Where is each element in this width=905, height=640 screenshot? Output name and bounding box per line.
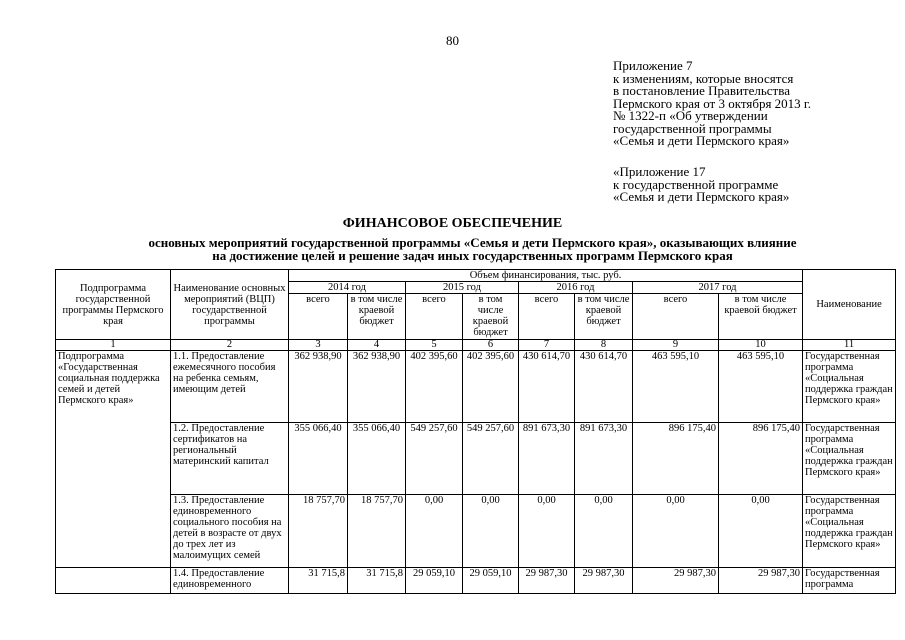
appendix-line: Приложение 7 [613, 58, 693, 73]
appendix-sub-line: «Приложение 17 [613, 164, 706, 179]
header-name: Наименование [803, 270, 896, 340]
value-2016-total: 0,00 [519, 495, 575, 568]
value-2014-total: 18 757,70 [289, 495, 348, 568]
header-total: всего [519, 294, 575, 340]
program-name-cell: Государственная программа «Социальная поддержка граждан Пермского края» [803, 351, 896, 423]
column-number: 5 [406, 340, 463, 351]
appendix-sub-line: к государственной программе [613, 176, 779, 192]
document-subtitle [40, 236, 905, 262]
header-total: всего [406, 294, 463, 340]
header-total: всего [633, 294, 719, 340]
program-name-cell: Государственная программа [803, 568, 896, 594]
measure-cell: 1.4. Предоставление единовременного [171, 568, 289, 594]
appendix-line: № 1322-п «Об утверждении [613, 108, 768, 123]
measure-cell: 1.2. Предоставление сертификатов на региональный материнский капитал [171, 423, 289, 495]
appendix-line: Пермского края от 3 октября 2013 г. [613, 95, 812, 111]
column-number: 2 [171, 340, 289, 351]
header-year-2015: 2015 год [406, 282, 519, 294]
column-number: 10 [719, 340, 803, 351]
value-2015-regional: 402 395,60 [463, 351, 519, 423]
value-2014-regional: 355 066,40 [348, 423, 406, 495]
value-2017-total: 896 175,40 [633, 423, 719, 495]
column-number: 3 [289, 340, 348, 351]
program-name-cell: Государственная программа «Социальная поддержка граждан Пермского края» [803, 423, 896, 495]
header-year-2017: 2017 год [633, 282, 803, 294]
table-row [56, 351, 896, 423]
appendix-sub-line: «Семья и дети Пермского края» [613, 189, 790, 204]
header-incl-regional: в том числе краевой бюджет [463, 294, 519, 340]
table-row [56, 495, 896, 568]
subprogram-cell: Подпрограмма «Государственная социальная поддержка семей и детей Пермского края» [56, 351, 171, 568]
table-row [56, 568, 896, 594]
appendix-line: к изменениям, которые вносятся [613, 70, 794, 86]
column-number: 6 [463, 340, 519, 351]
column-number: 7 [519, 340, 575, 351]
header-year-2016: 2016 год [519, 282, 633, 294]
value-2017-total: 463 595,10 [633, 351, 719, 423]
column-number: 1 [56, 340, 171, 351]
header-incl-regional: в том числе краевой бюджет [575, 294, 633, 340]
value-2016-regional: 0,00 [575, 495, 633, 568]
header-volume: Объем финансирования, тыс. руб. [289, 270, 803, 282]
value-2014-total: 31 715,8 [289, 568, 348, 594]
value-2015-total: 402 395,60 [406, 351, 463, 423]
value-2014-total: 355 066,40 [289, 423, 348, 495]
header-incl-regional: в том числе краевой бюджет [348, 294, 406, 340]
value-2017-total: 29 987,30 [633, 568, 719, 594]
column-number: 8 [575, 340, 633, 351]
value-2017-regional: 0,00 [719, 495, 803, 568]
header-year-2014: 2014 год [289, 282, 406, 294]
value-2015-total: 29 059,10 [406, 568, 463, 594]
header-total: всего [289, 294, 348, 340]
column-number: 11 [803, 340, 896, 351]
measure-cell: 1.1. Предоставление ежемесячного пособия на ребенка семьям, имеющим детей [171, 351, 289, 423]
subtitle-line-1: основных мероприятий государственной программы «Семья и дети Пермского края», оказывающих влияние [148, 235, 797, 250]
value-2015-regional: 549 257,60 [463, 423, 519, 495]
header-measure: Наименование основных мероприятий (ВЦП) государственной программы [171, 270, 289, 340]
appendix-header [613, 60, 903, 148]
measure-cell: 1.3. Предоставление единовременного социального пособия на детей в возрасте от двух до трех лет из малоимущих семей [171, 495, 289, 568]
appendix-line: «Семья и дети Пермского края» [613, 133, 790, 148]
subtitle-line-2: на достижение целей и решение задач иных государственных программ Пермского края [212, 248, 733, 263]
value-2017-regional: 896 175,40 [719, 423, 803, 495]
value-2016-total: 430 614,70 [519, 351, 575, 423]
value-2015-regional: 29 059,10 [463, 568, 519, 594]
program-name-cell: Государственная программа «Социальная поддержка граждан Пермского края» [803, 495, 896, 568]
value-2017-total: 0,00 [633, 495, 719, 568]
value-2017-regional: 29 987,30 [719, 568, 803, 594]
value-2014-regional: 18 757,70 [348, 495, 406, 568]
document-title: ФИНАНСОВОЕ ОБЕСПЕЧЕНИЕ [342, 216, 563, 231]
value-2014-total: 362 938,90 [289, 351, 348, 423]
value-2016-regional: 891 673,30 [575, 423, 633, 495]
value-2016-regional: 430 614,70 [575, 351, 633, 423]
value-2015-total: 549 257,60 [406, 423, 463, 495]
appendix-sub-header [613, 166, 903, 204]
value-2016-regional: 29 987,30 [575, 568, 633, 594]
page-number: 80 [446, 33, 459, 48]
value-2015-total: 0,00 [406, 495, 463, 568]
appendix-line: в постановление Правительства [613, 83, 790, 98]
column-number: 4 [348, 340, 406, 351]
value-2014-regional: 31 715,8 [348, 568, 406, 594]
table-row [56, 423, 896, 495]
appendix-line: государственной программы [613, 120, 772, 136]
header-incl-regional: в том числе краевой бюджет [719, 294, 803, 340]
column-number: 9 [633, 340, 719, 351]
value-2017-regional: 463 595,10 [719, 351, 803, 423]
financing-table [55, 269, 896, 594]
subprogram-cell-empty [56, 568, 171, 594]
value-2016-total: 29 987,30 [519, 568, 575, 594]
value-2014-regional: 362 938,90 [348, 351, 406, 423]
value-2016-total: 891 673,30 [519, 423, 575, 495]
value-2015-regional: 0,00 [463, 495, 519, 568]
header-subprogram: Подпрограмма государственной программы Пермского края [56, 270, 171, 340]
